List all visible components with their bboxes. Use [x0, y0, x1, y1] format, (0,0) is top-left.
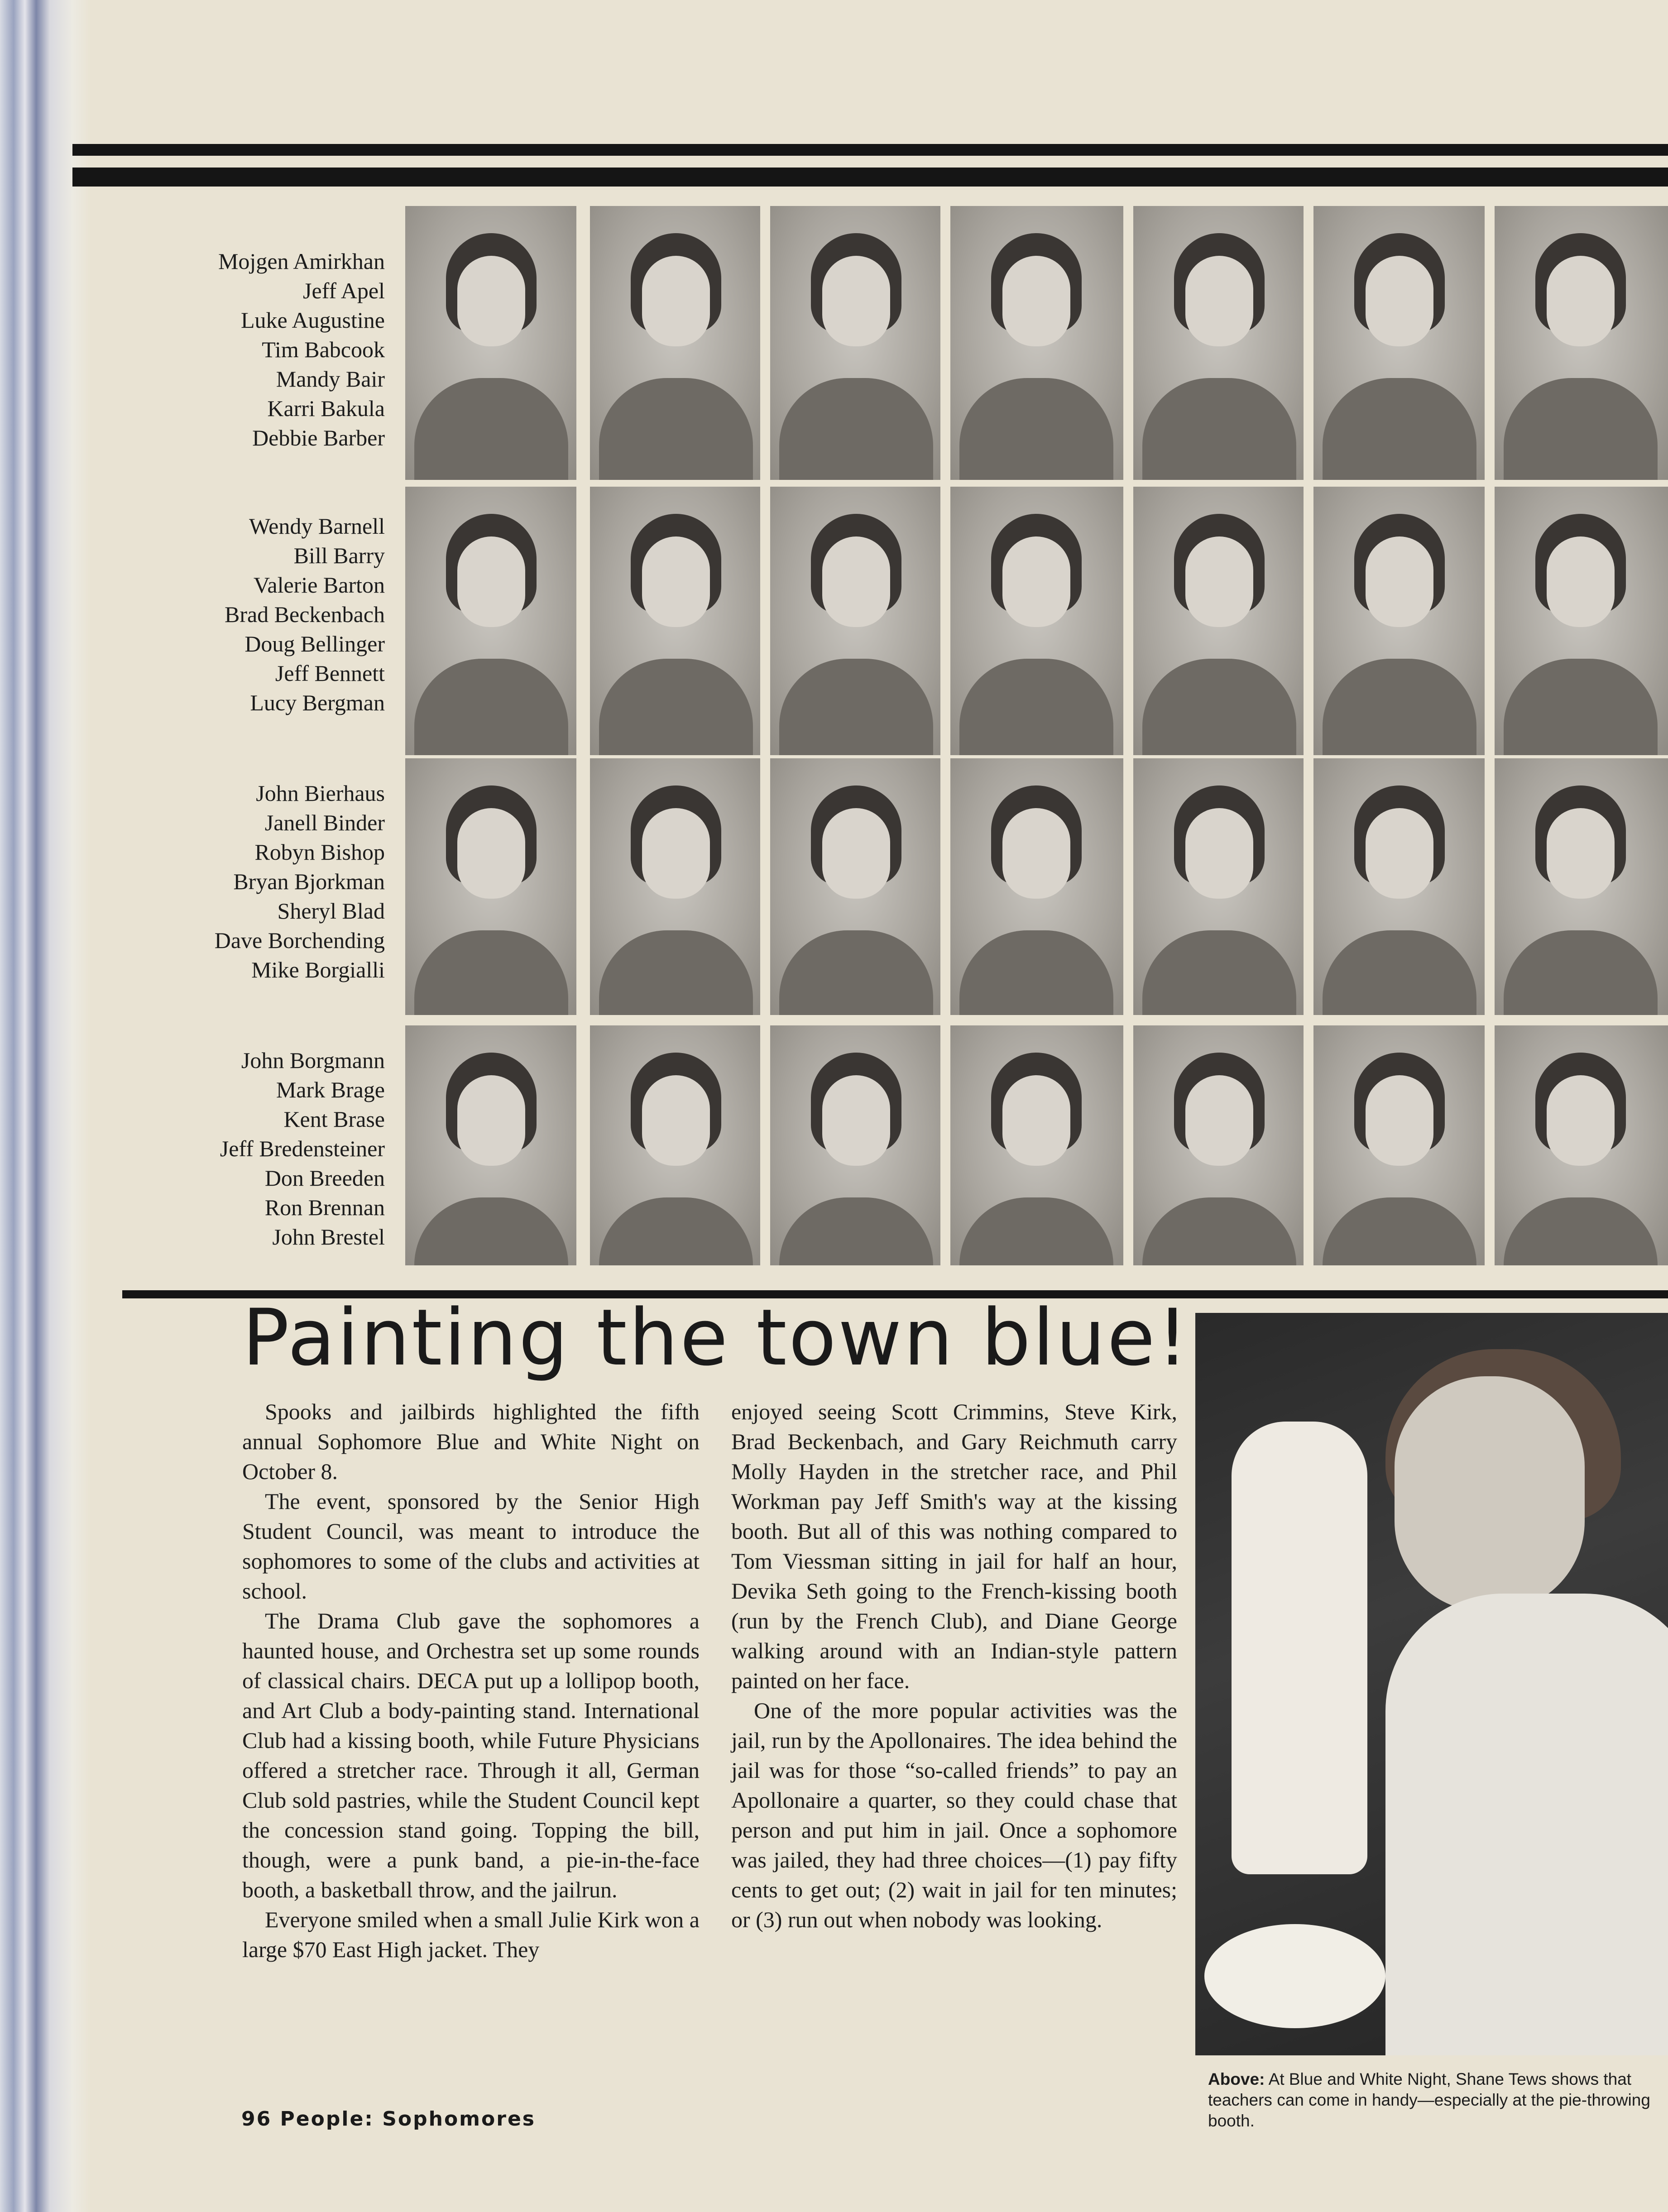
portrait-face-shape — [642, 256, 710, 346]
portrait-face-shape — [822, 1075, 890, 1166]
student-portrait — [950, 206, 1123, 480]
student-name: John Brestel — [272, 1224, 385, 1250]
article-paragraph: One of the more popular activities was the jail, run by the Apollonaires. The idea behind the jail was for those “so-called friends” to pay an Apollonaire a quarter, so they could chase that person and put him in jail. Once a sophomore was jailed, they had three choices—(1) pay fifty cents to get out; (2) wait in jail for ten minutes; or (3) run out when nobody was looking. — [731, 1698, 1177, 1932]
student-portrait — [405, 487, 576, 755]
student-portrait — [770, 206, 940, 480]
names-row-4 — [104, 1046, 385, 1252]
portrait-face-shape — [1002, 256, 1070, 346]
portrait-body-shape — [599, 659, 753, 755]
student-portrait — [405, 1025, 576, 1265]
portrait-face-shape — [822, 536, 890, 627]
portrait-face-shape — [1547, 808, 1615, 899]
portrait-body-shape — [1142, 1197, 1296, 1265]
student-name: Bill Barry — [293, 543, 385, 568]
student-name: Valerie Barton — [253, 572, 385, 598]
student-name: Mike Borgialli — [251, 957, 385, 982]
student-portrait — [1313, 206, 1485, 480]
portrait-face-shape — [1185, 1075, 1253, 1166]
caption-text: At Blue and White Night, Shane Tews shows that teachers can come in handy—especially at the pie-throwing booth. — [1208, 2070, 1650, 2130]
pie-plate-shape — [1204, 1924, 1385, 2028]
portrait-face-shape — [1366, 1075, 1433, 1166]
student-portrait — [770, 487, 940, 755]
student-portrait — [590, 206, 760, 480]
portrait-body-shape — [959, 378, 1113, 480]
portrait-body-shape — [1323, 659, 1476, 755]
portrait-body-shape — [1504, 930, 1658, 1015]
article-paragraph: Everyone smiled when a small Julie Kirk won a large $70 East High jacket. They — [242, 1907, 700, 1962]
portrait-body-shape — [959, 1197, 1113, 1265]
student-portrait — [1495, 206, 1668, 480]
portrait-face-shape — [1547, 256, 1615, 346]
portrait-face-shape — [457, 1075, 525, 1166]
portrait-body-shape — [1142, 930, 1296, 1015]
student-name: Brad Beckenbach — [224, 602, 385, 627]
article-column-2 — [731, 1397, 1177, 1934]
student-name: Wendy Barnell — [249, 513, 385, 539]
portrait-body-shape — [414, 1197, 568, 1265]
portrait-face-shape — [1547, 1075, 1615, 1166]
student-portrait — [1495, 1025, 1668, 1265]
student-name: Karri Bakula — [267, 396, 385, 421]
student-name: Debbie Barber — [252, 425, 385, 450]
portrait-body-shape — [599, 378, 753, 480]
student-portrait — [405, 758, 576, 1015]
portrait-face-shape — [1366, 536, 1433, 627]
portrait-body-shape — [779, 378, 933, 480]
student-portrait — [1133, 487, 1304, 755]
portrait-body-shape — [414, 930, 568, 1015]
student-portrait — [1133, 758, 1304, 1015]
portrait-body-shape — [779, 659, 933, 755]
student-portrait — [950, 758, 1123, 1015]
student-name: Kent Brase — [283, 1106, 385, 1132]
student-name: Ron Brennan — [264, 1195, 385, 1220]
article-headline: Painting the town blue! — [242, 1292, 1190, 1383]
portrait-face-shape — [1185, 808, 1253, 899]
names-row-2 — [104, 512, 385, 718]
portrait-body-shape — [959, 930, 1113, 1015]
student-name: Dave Borchending — [214, 928, 385, 953]
portrait-face-shape — [1185, 536, 1253, 627]
student-name: Sheryl Blad — [277, 898, 385, 924]
article-paragraph: Spooks and jailbirds highlighted the fifth annual Sophomore Blue and White Night on October 8. — [242, 1399, 700, 1484]
portrait-body-shape — [1323, 378, 1476, 480]
portrait-face-shape — [1002, 1075, 1070, 1166]
student-name: John Bierhaus — [256, 780, 385, 806]
student-portrait — [405, 206, 576, 480]
photo-caption — [1208, 2069, 1656, 2131]
student-portrait — [1495, 758, 1668, 1015]
student-name: Lucy Bergman — [250, 690, 385, 715]
student-portrait — [1133, 206, 1304, 480]
portrait-body-shape — [599, 1197, 753, 1265]
portrait-face-shape — [642, 808, 710, 899]
portrait-body-shape — [959, 659, 1113, 755]
portrait-face-shape — [1366, 808, 1433, 899]
portrait-face-shape — [1547, 536, 1615, 627]
student-name: Robyn Bishop — [254, 839, 385, 865]
student-portrait — [1313, 487, 1485, 755]
student-name: John Borgmann — [241, 1048, 385, 1073]
page-footer: 96 People: Sophomores — [241, 2107, 536, 2131]
student-portrait — [1313, 1025, 1485, 1265]
top-rule-thick — [72, 144, 1668, 156]
article-paragraph: The event, sponsored by the Senior High Student Council, was meant to introduce the sophomores to some of the clubs and activities at school. — [242, 1489, 700, 1604]
portrait-face-shape — [457, 536, 525, 627]
head-shape — [1395, 1376, 1585, 1612]
caption-lead: Above: — [1208, 2070, 1265, 2088]
portrait-body-shape — [1504, 1197, 1658, 1265]
portrait-body-shape — [599, 930, 753, 1015]
student-portrait — [590, 487, 760, 755]
student-name: Janell Binder — [264, 810, 385, 835]
portrait-face-shape — [457, 256, 525, 346]
student-portrait — [1313, 758, 1485, 1015]
portrait-face-shape — [822, 808, 890, 899]
feature-photo — [1195, 1313, 1668, 2055]
student-name: Mojgen Amirkhan — [218, 249, 385, 274]
article-paragraph: The Drama Club gave the sophomores a haunted house, and Orchestra set up some rounds of classical chairs. DECA put up a lollipop booth, and Art Club a body-painting stand. International Club had a kissing booth, while Future Physicians offered a stretcher race. Through it all, German Club sold pastries, while the Student Council kept the concession stand going. Topping the bill, though, were a punk band, a pie-in-the-face booth, a basketball throw, and the jailrun. — [242, 1608, 700, 1902]
portrait-body-shape — [1504, 378, 1658, 480]
student-name: Mark Brage — [276, 1077, 385, 1102]
student-name: Luke Augustine — [240, 307, 385, 333]
portrait-face-shape — [642, 536, 710, 627]
student-name: Don Breeden — [264, 1165, 385, 1191]
student-portrait — [950, 1025, 1123, 1265]
shirt-shape — [1385, 1594, 1668, 2055]
page-binding — [0, 0, 91, 2212]
student-name: Mandy Bair — [276, 366, 385, 392]
portrait-face-shape — [642, 1075, 710, 1166]
portrait-face-shape — [1366, 256, 1433, 346]
student-name: Doug Bellinger — [244, 631, 385, 656]
student-name: Jeff Bennett — [275, 661, 385, 686]
student-name: Jeff Bredensteiner — [220, 1136, 385, 1161]
article-paragraph: enjoyed seeing Scott Crimmins, Steve Kirk, Brad Beckenbach, and Gary Reichmuth carry Molly Hayden in the stretcher race, and Phil Workman pay Jeff Smith's way at the kissing booth. But all of this was nothing compared to Tom Viessman sitting in jail for half an hour, Devika Seth going to the French-kissing booth (run by the French Club), and Diane George walking around with an Indian-style pattern painted on her face. — [731, 1399, 1177, 1693]
portrait-body-shape — [1504, 659, 1658, 755]
portrait-body-shape — [414, 378, 568, 480]
portrait-face-shape — [822, 256, 890, 346]
student-portrait — [590, 1025, 760, 1265]
student-name: Bryan Bjorkman — [233, 869, 385, 894]
names-row-1 — [104, 247, 385, 453]
portrait-body-shape — [414, 659, 568, 755]
portrait-body-shape — [779, 1197, 933, 1265]
student-portrait — [590, 758, 760, 1015]
student-portrait — [1495, 487, 1668, 755]
names-row-3 — [104, 779, 385, 985]
student-portrait — [770, 1025, 940, 1265]
student-portrait — [950, 487, 1123, 755]
student-portrait — [1133, 1025, 1304, 1265]
student-portrait — [770, 758, 940, 1015]
top-rule-thick-2 — [72, 168, 1668, 187]
portrait-body-shape — [1142, 378, 1296, 480]
student-name: Tim Babcook — [262, 337, 385, 362]
portrait-body-shape — [1142, 659, 1296, 755]
portrait-face-shape — [1002, 808, 1070, 899]
portrait-body-shape — [779, 930, 933, 1015]
student-name: Jeff Apel — [303, 278, 385, 303]
portrait-body-shape — [1323, 1197, 1476, 1265]
portrait-face-shape — [1185, 256, 1253, 346]
portrait-body-shape — [1323, 930, 1476, 1015]
portrait-face-shape — [1002, 536, 1070, 627]
article-column-1 — [242, 1397, 700, 1964]
portrait-face-shape — [457, 808, 525, 899]
towel-shape — [1232, 1422, 1367, 1874]
